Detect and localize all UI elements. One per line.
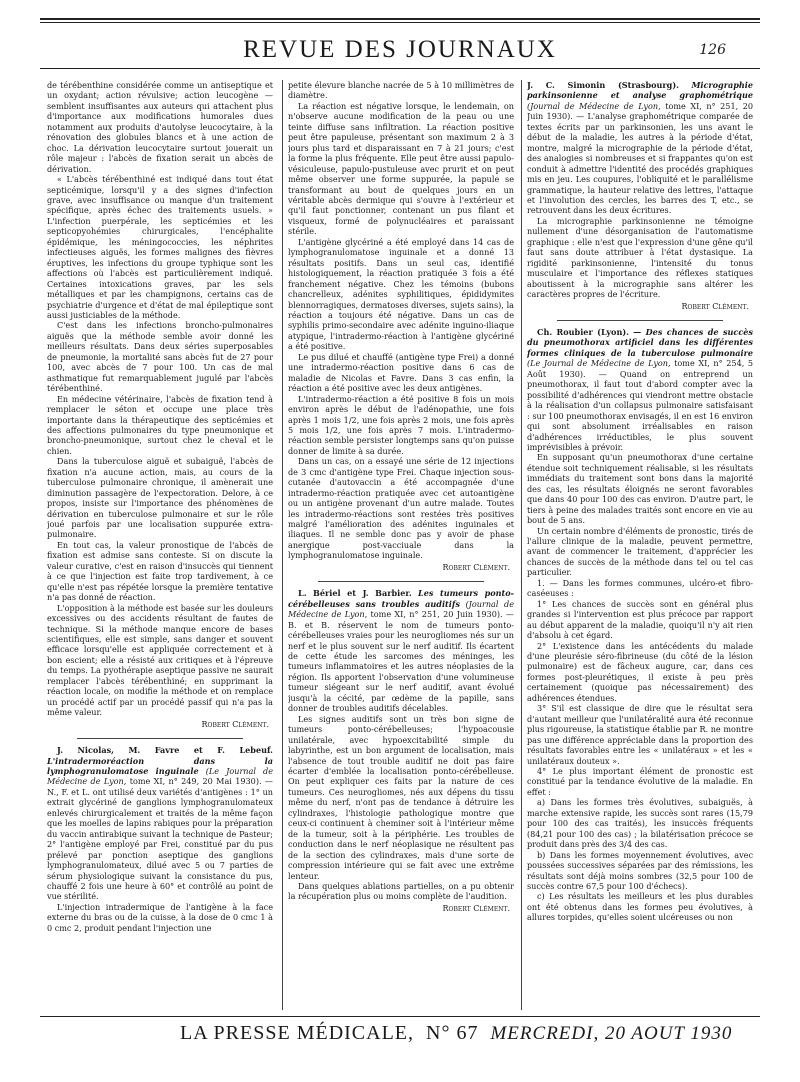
article-source: (Journal de Médecine de Lyon, bbox=[527, 100, 661, 111]
paragraph: L'antigène glycériné a été employé dans 14 cas de lymphogranulomatose inguinale et a donné 13 résultats positifs. Dans un seul cas, identifié histologiquement, la réaction pratiquée 3 fois a été franchement négative. Chez les témoins (bubons chancrelleux, adénites syphilitiques, épididymites blennorragiques, dermatoses diverses, sujets sains), la réaction a toujours été négative. Dans un cas de syphilis primo-secondaire avec adénite inguino-iliaque atypique, l'intradermo-réaction à l'antigène glycériné a été positive. bbox=[288, 236, 514, 352]
paragraph: a) Dans les formes très évolutives, subaiguës, à marche extensive rapide, les succès sont rares (15,79 pour 100 des cas traités), les insuccès fréquents (84,21 pour 100 des cas) ; la bilatérisation précoce se produit dans près des 3/4 des cas. bbox=[527, 797, 753, 850]
article-authors: Ch. Roubier (Lyon). bbox=[537, 326, 629, 337]
article-intro bbox=[47, 745, 273, 902]
paragraph: b) Dans les formes moyennement évolutives, avec poussées successives séparées par des rémissions, les résultats sont déjà moins sombres (32,5 pour 100 de succès contre 67,5 pour 100 d'échecs). bbox=[527, 849, 753, 891]
article-intro bbox=[527, 327, 753, 452]
article-title: L'intradermoréaction dans la lymphogranulomatose inguinale bbox=[47, 755, 273, 776]
paragraph: L'injection intradermique de l'antigène à la face externe du bras ou de la cuisse, à la dose de 0 cmc 1 à 0 cmc 2, produit pendant l'injection une bbox=[47, 901, 273, 933]
article-authors: J. Nicolas, M. Favre et F. Lebeuf. bbox=[57, 745, 273, 756]
column-rule bbox=[521, 80, 522, 1010]
paragraph: 1. — Dans les formes communes, ulcéro-et fibro-caséeuses : bbox=[527, 577, 753, 599]
author-signature: Robert Clément. bbox=[201, 719, 269, 729]
paragraph: « L'abcès térébenthiné est indiqué dans tout état septicémique, lorsqu'il y a des signes d'infection grave, avec insuffisance ou manque d'un traitement spécifique, après échec des traitements usuels. » L'infection puerpérale, les septicémies et les septicopyohémies chirurgicales, l'encéphalite épidémique, les méningococcies, les néphrites infectieuses aiguës, les formes malignes des fièvres éruptives, les infections du groupe typhique sont les affections où l'abcès est particulièrement indiqué. Certaines intoxications graves, par les sels métalliques et par les champignons, certains cas de psychiatrie d'urgence et d'état de mal épileptique sont aussi justiciables de la méthode. bbox=[47, 174, 273, 320]
column-rule bbox=[282, 80, 283, 1010]
article-reference: tome XI, n° 254, 5 Août 1930). — Quand on entreprend un pneumothorax, il faut tout d'abord compter avec la possibilité d'adhérences qui viendront mettre obstacle à la réalisation d'un collapsus pulmonaire satisfaisant : sur 100 pneumothorax envisagés, il en est 16 environ qui sont absolument irréalisables en raison d'adhérences irréductibles, le plus souvent imprévisibles à prévoir. bbox=[527, 358, 753, 452]
article-separator bbox=[557, 320, 723, 321]
paragraph: En tout cas, la valeur pronostique de l'abcès de fixation est admise sans conteste. Si on discute la valeur curative, c'est en raison d'insuccès qui tiennent à ce que l'injection est faite trop tardivement, à ce qu'elle n'est pas répétée lorsque la première tentative n'a pas donné de réaction. bbox=[47, 539, 273, 603]
paragraph: En médecine vétérinaire, l'abcès de fixation tend à remplacer le séton et occupe une place très importante dans la thérapeutique des septicémies et des affections pulmonaires du type pneumonique et broncho-pneumonique, surtout chez le cheval et le chien. bbox=[47, 393, 273, 456]
footer-number-label: N° bbox=[426, 1022, 451, 1044]
paragraph: Un certain nombre d'éléments de pronostic, tirés de l'allure clinique de la maladie, peuvent permettre, avant de commencer le traitement, d'apprécier les chances de succès de la méthode dans tel ou tel cas particulier. bbox=[527, 525, 753, 578]
article-source: (Le Journal de Médecine de Lyon, bbox=[527, 358, 671, 369]
paragraph: de térébenthine considérée comme un antiseptique et un oxydant; action révulsive; action leucogène — semblent insuffisantes aux auteurs qui attachent plus d'importance aux modifications humorales dues notamment aux produits d'autolyse leucocytaire, à la rénovation des globules blancs et à une action de choc. La dérivation leucocytaire surtout jouerait un rôle majeur : l'abcès de fixation serait un abcès de dérivation. bbox=[47, 80, 273, 174]
paragraph: L'opposition à la méthode est basée sur les douleurs excessives ou des accidents résultant de fautes de technique. Si la méthode manque encore de bases scientifiques, elle est simple, sans danger et souvent efficace lorsqu'elle est appliquée correctement et à bon escient; elle a résisté aux critiques et à l'épreuve du temps. La pyothérapie aseptique passive ne saurait remplacer l'abcès térébenthiné; en supprimant la réaction locale, on modifie la méthode et on remplace un procédé actif par un procédé passif qui n'a pas la même valeur. bbox=[47, 602, 273, 718]
paragraph: Le pus dilué et chauffé (antigène type Frei) a donné une intradermo-réaction positive dans 6 cas de maladie de Nicolas et Favre. Dans 3 cas enfin, la réaction a été positive avec les deux antigènes. bbox=[288, 351, 514, 394]
article-intro bbox=[288, 588, 514, 713]
paragraph: En supposant qu'un pneumothorax d'une certaine étendue soit techniquement réalisable, si les résultats immédiats du traitement sont bons dans la majorité des cas, les résultats éloignés ne seront favorables que dans 40 pour 100 des cas environ. D'autre part, le tiers à peine des malades traités sont encore en vie au bout de 5 ans. bbox=[527, 452, 753, 526]
column-1 bbox=[47, 80, 273, 1015]
paragraph: 1° Les chances de succès sont en général plus grandes si l'intervention est plus précoce par rapport au début apparent de la maladie, quoiqu'il n'y ait rien d'absolu à cet égard. bbox=[527, 598, 753, 641]
paragraph: petite élevure blanche nacrée de 5 à 10 millimètres de diamètre. bbox=[288, 80, 514, 101]
article-separator bbox=[77, 738, 243, 739]
article-separator bbox=[318, 581, 484, 582]
paragraph: Dans un cas, on a essayé une série de 12 injections de 3 cmc d'antigène type Frei. Chaque injection sous-cutanée d'autovaccin a été accompagnée d'une intradermo-réaction pratiquée avec cet autoantigène ou un antigène provenant d'un autre malade. Toutes les intradermo-réactions sont restées très positives malgré l'amélioration des adénites inguinales et iliaques. Il ne semble donc pas y avoir de phase anergique post-vacciuale dans la lymphogranulomatose inguinale. bbox=[288, 456, 514, 561]
article-authors: J. C. Simonin (Strasbourg). bbox=[527, 80, 679, 90]
footer-rule bbox=[40, 1016, 760, 1017]
author-signature: Robert Clément. bbox=[681, 301, 749, 311]
column-3 bbox=[527, 80, 753, 1015]
author-signature: Robert Clément. bbox=[442, 903, 510, 913]
top-rule-thin bbox=[40, 22, 760, 23]
article-source: (Le Journal de Médecine de Lyon, bbox=[47, 766, 273, 787]
footer bbox=[180, 1022, 732, 1045]
article-title: Les tumeurs ponto-cérébelleuses sans troubles auditifs bbox=[288, 588, 514, 609]
top-rule bbox=[40, 18, 760, 20]
header-rule bbox=[40, 68, 760, 69]
paragraph: La micrographie parkinsonienne ne témoigne nullement d'une désorganisation de l'automatisme graphique : elle n'est que l'expression d'une gêne qu'il faut sans doute attribuer à l'état dystasique. La rigidité parkinsonienne, l'intensité du tonus musculaire et l'importance des réflexes statiques aboutissent à la micrographie sans altérer les caractères propres de l'écriture. bbox=[527, 215, 753, 300]
article-title: — Des chances de succès du pneumothorax artificiel dans les différentes formes cliniques de la tuberculose pulmonaire bbox=[527, 326, 753, 358]
footer-date: MERCREDI, 20 AOUT 1930 bbox=[490, 1023, 733, 1044]
paragraph: C'est dans les infections broncho-pulmonaires aiguës que la méthode semble avoir donné les meilleurs résultats. Dans deux séries superposables de pneumonie, la mortalité sans abcès fut de 27 pour 100, avec abcès de 7 pour 100. Un cas de mal asthmatique fut remarquablement jugulé par l'abcès térébenthiné. bbox=[47, 320, 273, 394]
author-signature: Robert Clément. bbox=[442, 562, 510, 572]
footer-number: 67 bbox=[456, 1022, 479, 1044]
article-title: Micrographie parkinsonienne et analyse graphométrique bbox=[527, 80, 753, 101]
article-authors: L. Bériel et J. Barbier. bbox=[298, 588, 412, 599]
column-2 bbox=[288, 80, 514, 1015]
paragraph: 2° L'existence dans les antécédents du malade d'une pleurésie séro-fibrineuse (du côté de la lésion pulmonaire) est de fâcheux augure, car, dans ces formes post-pleurétiques, il existe à peu près certainement (quoique pas nécessairement) des adhérences étendues. bbox=[527, 640, 753, 703]
paragraph: 3° S'il est classique de dire que le résultat sera d'autant meilleur que l'unilatéralité aura été reconnue plus rigoureuse, la statistique établie par R. ne montre pas une différence appréciable dans la proportion des résultats favorables entre les « unilatéraux » et les « unilatéraux douteux ». bbox=[527, 703, 753, 766]
paragraph: L'intradermo-réaction a été positive 8 fois un mois environ après le début de l'adénopathie, une fois après 1 mois 1/2, une fois après 2 mois, une fois après 5 mois 1/2, une fois après 7 mois. L'intradermo-réaction semble persister longtemps sans qu'on puisse donner de limite à sa durée. bbox=[288, 393, 514, 456]
article-reference: tome XI, n° 249, 20 Mai 1930). — N., F. et L. ont utilisé deux variétés d'antigènes : 1° un extrait glycériné de ganglions lymphogranulomateux enlevés chirurgicalement et traités de la même façon que les moelles de lapins rabiques pour la préparation du vaccin antirabique suivant la technique de Pasteur; 2° l'antigène employé par Frei, constitué par du pus prélevé par ponction aseptique des ganglions lymphogranulomateux, dilué avec 5 ou 7 parties de sérum physiologique suivant la consistance du pus, chauffé 2 fois une heure à 60° et contrôlé au point de vue stérilité. bbox=[47, 776, 273, 902]
paragraph: c) Les résultats les meilleurs et les plus durables ont été obtenus dans les formes peu évolutives, à allures torpides, qu'elles soient ulcéreuses ou non bbox=[527, 891, 753, 923]
paragraph: Dans quelques ablations partielles, on a pu obtenir la récupération plus ou moins complète de l'audition. bbox=[288, 880, 514, 902]
article-source: (Journal de Médecine de Lyon, bbox=[288, 598, 514, 620]
paragraph: 4° Le plus important élément de pronostic est constitué par la tendance évolutive de la maladie. En effet : bbox=[527, 766, 753, 797]
article-intro bbox=[527, 80, 753, 216]
article-reference: tome XI, n° 251, 20 Juin 1930). — B. et B. réservent le nom de tumeurs ponto-cérébelleuses vraies pour les neurogliomes nés sur un nerf et le plus souvent sur le nerf auditif. Ils écartent de cette étude les sarcomes des méninges, les tumeurs inflammatoires et les autres néoplasies de la région. Ils apportent l'observation d'une volumineuse tumeur siégeant sur le nerf auditif, avant évolué jusqu'à la cécité, par œdème de la papille, sans donner de troubles auditifs décelables. bbox=[288, 609, 514, 714]
page-number: 126 bbox=[699, 42, 726, 58]
paragraph: La réaction est négative lorsque, le lendemain, on n'observe aucune modification de la peau ou une teinte diffuse sans infiltration. La réaction positive peut être papuleuse, présentant son maximum 2 à 3 jours plus tard et disparaissant en 7 à 21 jours; c'est la forme la plus fréquente. Elle peut être aussi papulo-vésiculeuse, papulo-pustuleuse avec prurit et on peut même observer une forme suppurée, la papule se transformant au bout de quelques jours en un véritable abcès dermique qui s'ouvre à l'extérieur et qu'il faut ponctionner, contenant un pus filant et visqueux, formé de polynucléaires et paraissant stérile. bbox=[288, 100, 514, 237]
article-reference: tome XI, n° 251, 20 Juin 1930). — L'analyse graphométrique comparée de textes écrits par un parkinsonien, les uns avant le début de la maladie, les autres à la période d'état, montre, malgré la micrographie de la période d'état, des analogies si nombreuses et si frappantes qu'on est conduit à admettre l'identité des procédés graphiques mis en jeu. Les coupures, l'obliquité et le parallélisme grammatique, la hauteur relative des lettres, l'attaque et l'involution des cercles, les barres des T, etc., se retrouvent dans les deux écritures. bbox=[527, 100, 753, 216]
footer-journal: LA PRESSE MÉDICALE, bbox=[180, 1022, 415, 1044]
paragraph: Les signes auditifs sont un très bon signe de tumeurs ponto-cérébelleuses; l'hypoacousie unilatérale, avec hypoexcitabilité simple du labyrinthe, est un bon argument de localisation, mais l'absence de tout trouble auditif ne doit pas faire écarter d'emblée la localisation ponto-cérébelleuse. On peut expliquer ces faits par la nature de ces tumeurs. Ces neurogliomes, nés aux dépens du tissu même du nerf, n'ont pas de tendance à détruire les cylindraxes, l'histologie pathologique montre que ceux-ci continuent à cheminer soit à l'intérieur même de la tumeur, soit à la périphérie. Les troubles de conduction dans le nerf néoplasique ne résultent pas de la section des cylindraxes, mais d'une sorte de compression intérieure qui se fait avec une extrême lenteur. bbox=[288, 713, 514, 881]
journal-section-title: REVUE DES JOURNAUX bbox=[243, 36, 557, 63]
paragraph: Dans la tuberculose aiguë et subaiguë, l'abcès de fixation n'a aucune action, mais, au cours de la tuberculose pulmonaire chronique, il amènerait une diminution passagère de l'expectoration. Delore, à ce propos, insiste sur l'importance des phénomènes de dérivation en tuberculose pulmonaire et sur le rôle joué parfois par une localisation suppurée extra-pulmonaire. bbox=[47, 456, 273, 540]
